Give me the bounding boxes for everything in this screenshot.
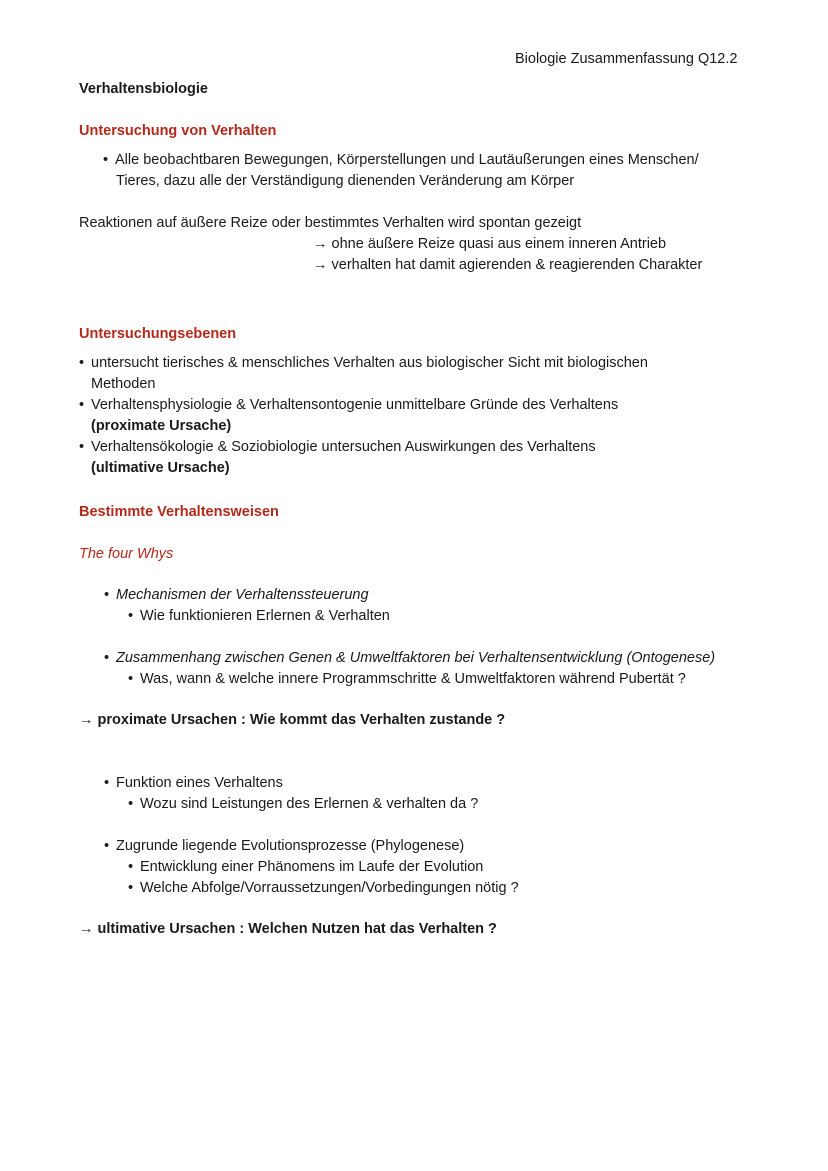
list-item-continuation: Tieres, dazu alle der Verständigung dienenden Veränderung am Körper — [116, 173, 575, 189]
list-item-text: Alle beobachtbaren Bewegungen, Körperstellungen und Lautäußerungen eines Menschen/ — [115, 152, 699, 168]
bullet: • — [128, 671, 134, 687]
bullet: • — [104, 587, 110, 603]
list-item-continuation: Methoden — [91, 376, 156, 392]
bullet: • — [104, 650, 110, 666]
section-heading-untersuchungsebenen: Untersuchungsebenen — [79, 326, 237, 342]
list-item — [79, 395, 618, 416]
sub-list-item — [128, 669, 686, 690]
bullet: • — [128, 859, 134, 875]
list-item-text: Welche Abfolge/Vorraussetzungen/Vorbedingungen nötig ? — [140, 880, 519, 896]
list-item — [104, 585, 369, 606]
sub-list-item — [128, 857, 483, 878]
arrow-line: → verhalten hat damit agierenden & reagierenden Charakter — [313, 257, 703, 273]
list-item — [104, 773, 283, 794]
list-item-continuation: (proximate Ursache) — [91, 418, 232, 434]
bullet: • — [104, 838, 110, 854]
section-heading-verhaltensweisen: Bestimmte Verhaltensweisen — [79, 504, 279, 520]
section-heading-untersuchung: Untersuchung von Verhalten — [79, 123, 277, 139]
bullet: • — [79, 439, 85, 455]
bullet: • — [79, 397, 85, 413]
list-item-text: Entwicklung einer Phänomens im Laufe der Evolution — [140, 859, 484, 875]
list-item-text: Funktion eines Verhaltens — [116, 775, 283, 791]
header-title: Biologie Zusammenfassung Q12.2 — [515, 51, 738, 67]
bullet: • — [79, 355, 85, 371]
sub-list-item — [128, 878, 519, 899]
list-item — [79, 353, 648, 374]
arrow-line: → ohne äußere Reize quasi aus einem inneren Antrieb — [313, 236, 667, 252]
list-item-text: Mechanismen der Verhaltenssteuerung — [116, 587, 369, 603]
bullet: • — [128, 880, 134, 896]
list-item-text: Zugrunde liegende Evolutionsprozesse (Phylogenese) — [116, 838, 465, 854]
list-item-text: Verhaltensökologie & Soziobiologie untersuchen Auswirkungen des Verhaltens — [91, 439, 596, 455]
document-title: Verhaltensbiologie — [79, 81, 208, 97]
conclusion-proximate: → proximate Ursachen : Wie kommt das Verhalten zustande ? — [79, 712, 506, 728]
sub-list-item — [128, 794, 478, 815]
list-item-text: Zusammenhang zwischen Genen & Umweltfaktoren bei Verhaltensentwicklung (Ontogenese) — [116, 650, 716, 666]
bullet: • — [128, 608, 134, 624]
conclusion-ultimate: → ultimative Ursachen : Welchen Nutzen hat das Verhalten ? — [79, 921, 497, 937]
list-item-text: Verhaltensphysiologie & Verhaltensontogenie unmittelbare Gründe des Verhaltens — [91, 397, 619, 413]
bullet: • — [104, 775, 110, 791]
list-item-continuation: (ultimative Ursache) — [91, 460, 230, 476]
list-item-text: Was, wann & welche innere Programmschritte & Umweltfaktoren während Pubertät ? — [140, 671, 686, 687]
sub-list-item — [128, 606, 390, 627]
bullet: • — [128, 796, 134, 812]
list-item — [103, 150, 699, 171]
list-item-text: Wie funktionieren Erlernen & Verhalten — [140, 608, 390, 624]
paragraph: Reaktionen auf äußere Reize oder bestimmtes Verhalten wird spontan gezeigt — [79, 215, 582, 231]
list-item — [104, 648, 715, 669]
list-item — [79, 437, 596, 458]
list-item-text: Wozu sind Leistungen des Erlernen & verhalten da ? — [140, 796, 479, 812]
subheading-four-whys: The four Whys — [79, 546, 174, 562]
list-item — [104, 836, 464, 857]
bullet: • — [103, 152, 109, 168]
list-item-text: untersucht tierisches & menschliches Verhalten aus biologischer Sicht mit biologischen — [91, 355, 648, 371]
